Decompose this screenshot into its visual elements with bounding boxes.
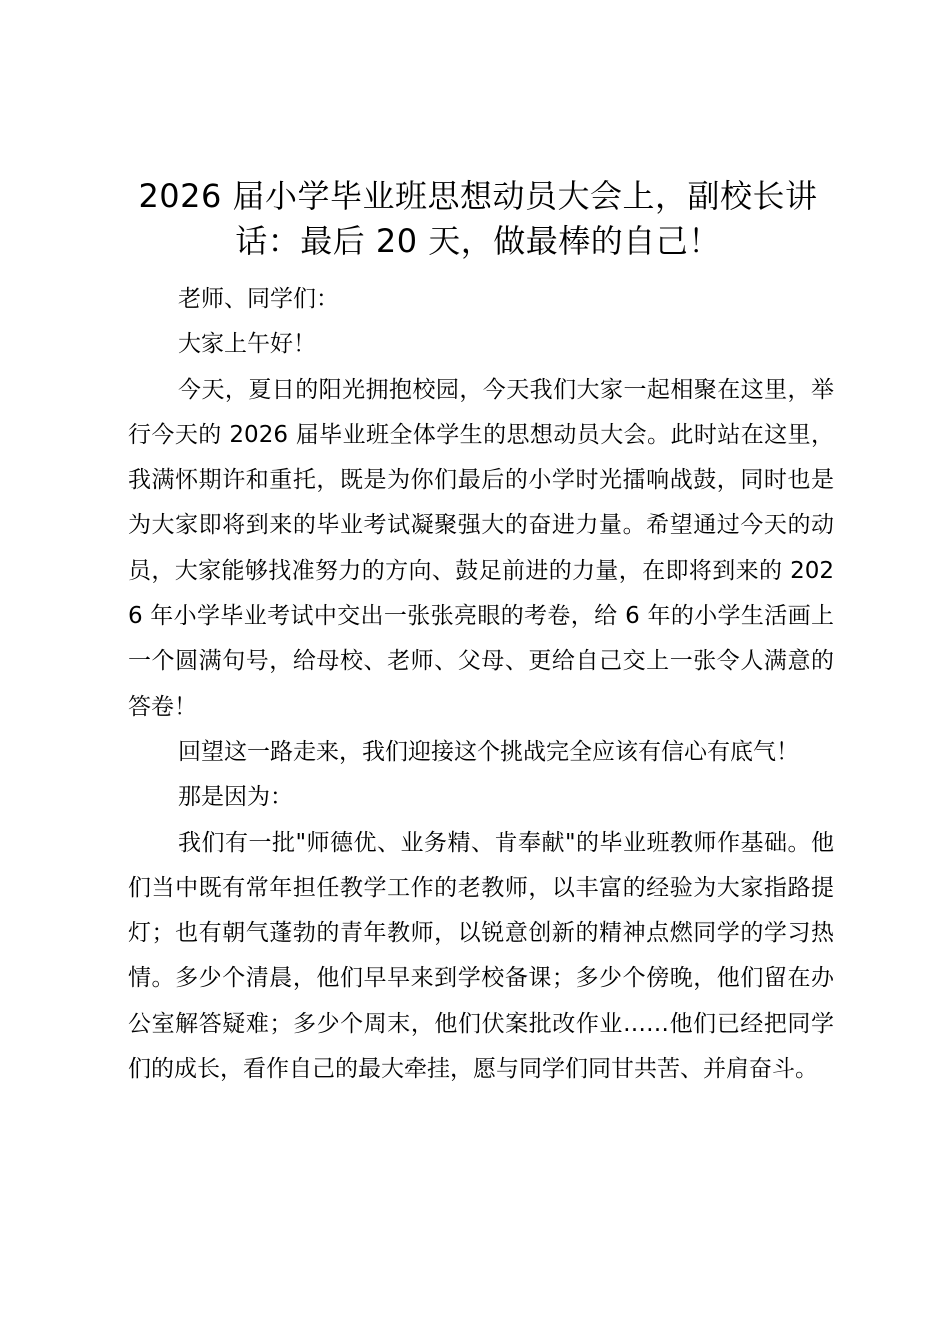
document-title: 2026 届小学毕业班思想动员大会上，副校长讲话：最后 20 天，做最棒的自己！: [138, 177, 818, 260]
body-paragraph: 今天，夏日的阳光拥抱校园，今天我们大家一起相聚在这里，举行今天的 2026 届毕业班全体学生的思想动员大会。此时站在这里，我满怀期许和重托，既是为你们最后的小学时光擂响战鼓，同时也是为大家即将到来的毕业考试凝聚强大的奋进力量。希望通过今天的动员，大家能够找准努力的方向、鼓足前进的力量，在即将到来的 2026 年小学毕业考试中交出一张张亮眼的考卷，给 6 年的小学生活画上一个圆满句号，给母校、老师、父母、更给自己交上一张令人满意的答卷！: [128, 376, 834, 720]
body-paragraph: 回望这一路走来，我们迎接这个挑战完全应该有信心有底气！: [178, 738, 799, 765]
greeting-paragraph: 大家上午好！: [178, 331, 316, 358]
document-body: [128, 277, 834, 1092]
body-paragraph: 那是因为：: [178, 784, 293, 811]
body-paragraph: 我们有一批"师德优、业务精、肯奉献"的毕业班教师作基础。他们当中既有常年担任教学工作的老教师，以丰富的经验为大家指路提灯；也有朝气蓬勃的青年教师，以锐意创新的精神点燃同学的学习热情。多少个清晨，他们早早来到学校备课；多少个傍晚，他们留在办公室解答疑难；多少个周末，他们伏案批改作业……他们已经把同学们的成长，看作自己的最大牵挂，愿与同学们同甘共苦、并肩奋斗。: [128, 829, 834, 1083]
salutation-paragraph: 老师、同学们：: [178, 286, 339, 312]
